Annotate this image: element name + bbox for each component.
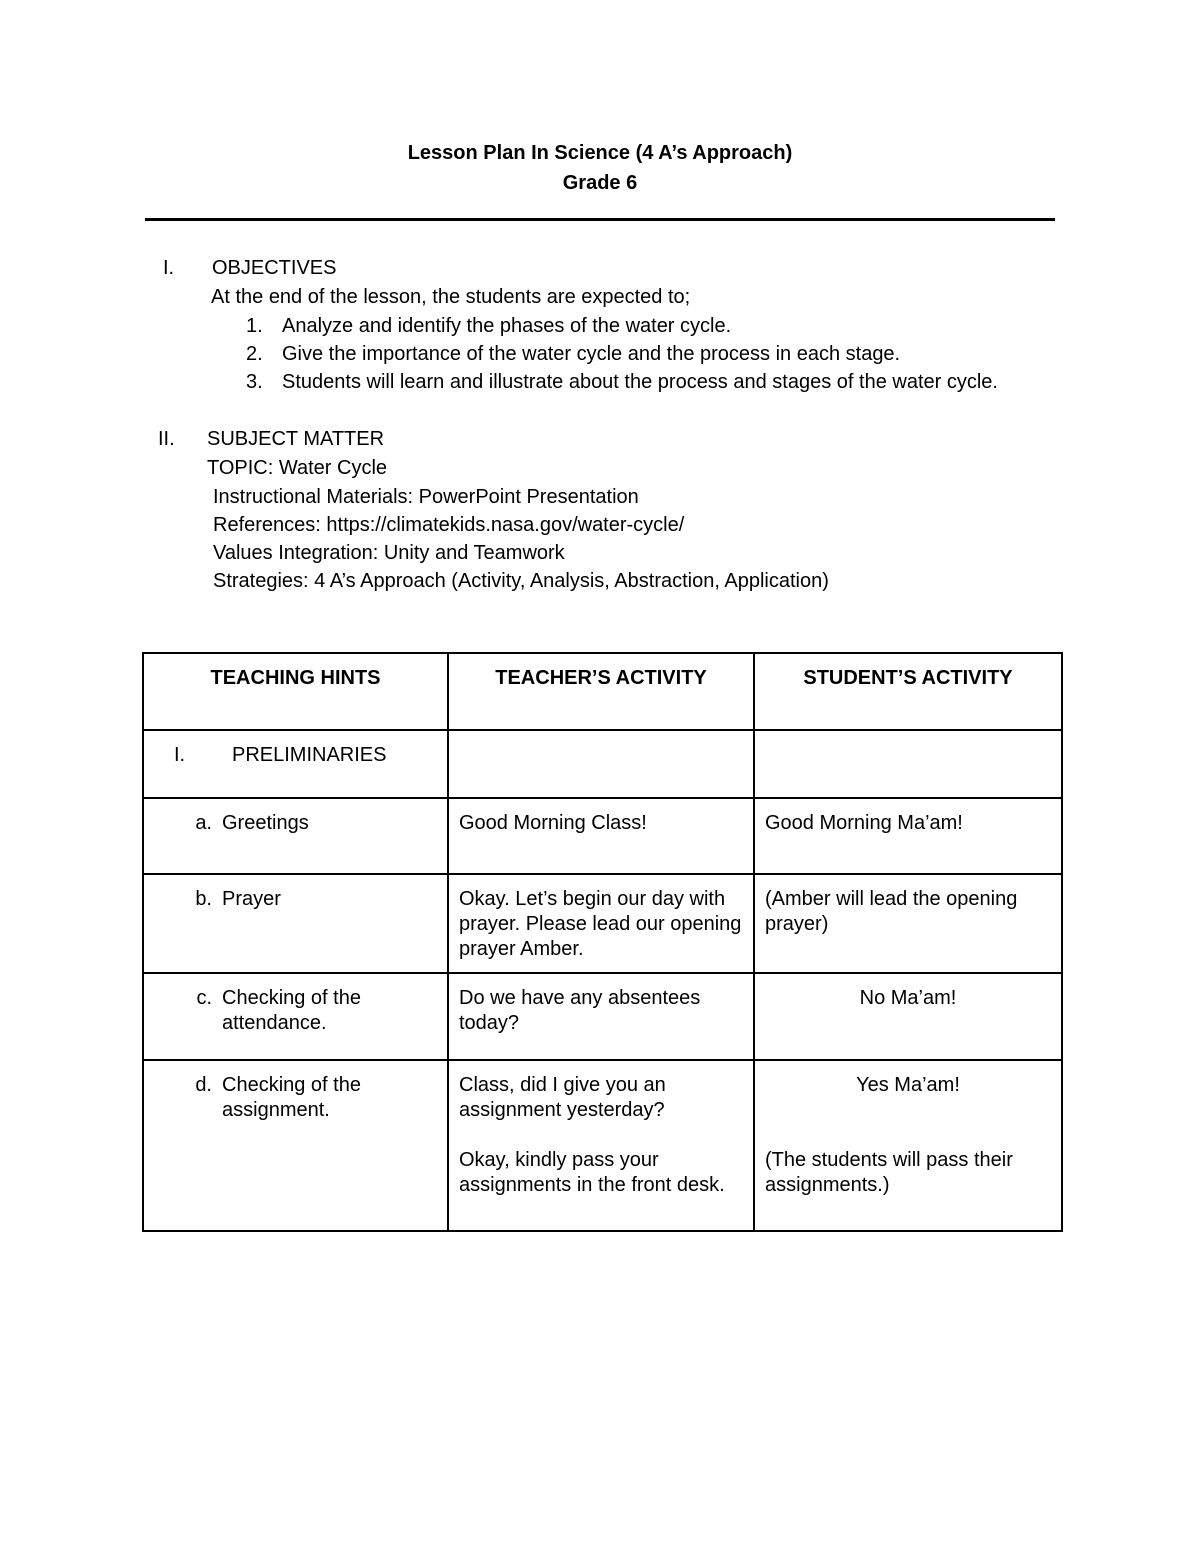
column-header: TEACHER’S ACTIVITY xyxy=(448,653,754,730)
student-activity: No Ma’am! xyxy=(754,973,1062,1060)
table-row xyxy=(143,1060,1062,1231)
teaching-hint: Prayer xyxy=(222,888,281,910)
subject-matter-heading: SUBJECT MATTER xyxy=(207,428,385,450)
preliminaries-label xyxy=(154,743,437,768)
table-header-row xyxy=(143,653,1062,730)
teacher-activity: Okay. Let’s begin our day with prayer. Please lead our opening prayer Amber. xyxy=(448,874,754,973)
objective-item: Analyze and identify the phases of the water cycle. xyxy=(282,315,732,337)
teaching-hint: Greetings xyxy=(222,812,309,834)
table-row xyxy=(143,730,1062,798)
row-marker: c. xyxy=(196,987,212,1009)
preliminaries-text: PRELIMINARIES xyxy=(232,744,387,766)
topic-line: TOPIC: Water Cycle xyxy=(207,457,388,479)
table-row xyxy=(143,973,1062,1060)
lesson-plan-table xyxy=(142,652,1063,1232)
student-activity: (Amber will lead the opening prayer) xyxy=(754,874,1062,973)
teacher-activity: Do we have any absentees today? xyxy=(448,973,754,1060)
student-activity: (The students will pass their assignments.) xyxy=(765,1149,1013,1196)
objective-number: 2. xyxy=(246,343,263,365)
student-activity: Good Morning Ma’am! xyxy=(754,798,1062,874)
table-row xyxy=(143,798,1062,874)
objectives-numeral: I. xyxy=(163,257,175,279)
horizontal-divider xyxy=(145,218,1055,221)
objective-item: Students will learn and illustrate about the process and stages of the water cycle. xyxy=(282,371,998,393)
teaching-hint: Checking of the assignment. xyxy=(222,1074,361,1121)
column-header: TEACHING HINTS xyxy=(143,653,448,730)
teacher-activity: Class, did I give you an assignment yesterday? xyxy=(459,1074,666,1121)
preliminaries-numeral: I. xyxy=(174,744,186,766)
teacher-activity: Good Morning Class! xyxy=(448,798,754,874)
objectives-intro: At the end of the lesson, the students are expected to; xyxy=(211,286,691,308)
objective-number: 3. xyxy=(246,371,263,393)
subject-matter-numeral: II. xyxy=(158,428,175,450)
row-marker: b. xyxy=(195,888,212,910)
document-title: Lesson Plan In Science (4 A’s Approach) xyxy=(407,142,793,164)
objective-number: 1. xyxy=(246,315,263,337)
strategies-line: Strategies: 4 A’s Approach (Activity, Analysis, Abstraction, Application) xyxy=(213,570,829,592)
student-activity: Yes Ma’am! xyxy=(856,1074,960,1096)
references-line: References: https://climatekids.nasa.gov/water-cycle/ xyxy=(213,514,685,536)
objective-item: Give the importance of the water cycle and the process in each stage. xyxy=(282,343,901,365)
values-line: Values Integration: Unity and Teamwork xyxy=(213,542,565,564)
teaching-hint: Checking of the attendance. xyxy=(222,987,361,1034)
row-marker: a. xyxy=(195,812,212,834)
grade-label: Grade 6 xyxy=(562,172,638,194)
table-row xyxy=(143,874,1062,973)
objectives-heading: OBJECTIVES xyxy=(212,257,337,279)
materials-line: Instructional Materials: PowerPoint Presentation xyxy=(213,486,639,508)
column-header: STUDENT’S ACTIVITY xyxy=(754,653,1062,730)
row-marker: d. xyxy=(195,1074,212,1096)
teacher-activity: Okay, kindly pass your assignments in the front desk. xyxy=(459,1149,725,1196)
